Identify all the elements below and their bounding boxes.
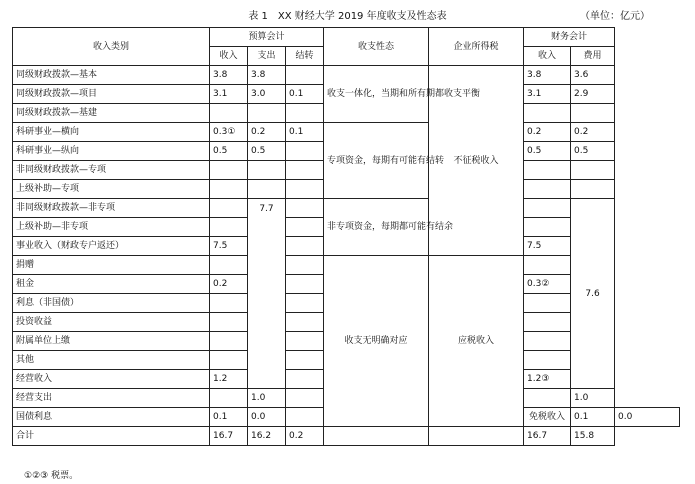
nature-cell-group2: 专项资金，每期有可能有结转: [324, 123, 429, 199]
budget-carry-cell: [286, 66, 324, 85]
header-finance-income: 收入: [524, 47, 571, 66]
budget-carry-cell: 0.1: [286, 85, 324, 104]
category-cell: 投资收益: [13, 313, 210, 332]
budget-carry-cell: [286, 104, 324, 123]
header-finance-expense: 费用: [571, 47, 615, 66]
budget-expense-cell: 0.5: [248, 142, 286, 161]
finance-expense-cell: [571, 180, 615, 199]
category-cell: 事业收入（财政专户返还）: [13, 237, 210, 256]
category-cell: 其他: [13, 351, 210, 370]
category-cell: 经营收入: [13, 370, 210, 389]
footnote: ①②③ 税票。: [24, 471, 79, 481]
budget-income-cell: 1.2: [210, 370, 248, 389]
header-budget-expense: 支出: [248, 47, 286, 66]
category-cell: 同级财政拨款—项目: [13, 85, 210, 104]
header-tax: 企业所得税: [429, 28, 524, 66]
finance-expense-merged-cell: 7.6: [571, 199, 615, 389]
finance-income-cell: [524, 294, 571, 313]
table-row: [13, 199, 680, 218]
finance-income-cell: [524, 161, 571, 180]
category-cell: 捐赠: [13, 256, 210, 275]
budget-income-cell: [210, 389, 248, 408]
finance-income-cell: [524, 313, 571, 332]
budget-expense-cell: 1.0: [248, 389, 286, 408]
table-title: 表 1 XX 财经大学 2019 年度收支及性态表: [248, 11, 447, 22]
category-cell: 经营支出: [13, 389, 210, 408]
nature-cell-group4: 收支无明确对应: [324, 256, 429, 427]
table-row: [13, 123, 680, 142]
header-budget: 预算会计: [210, 28, 324, 47]
finance-expense-cell: [571, 161, 615, 180]
nature-total-cell: [324, 427, 429, 446]
category-cell: 国债利息: [13, 408, 210, 427]
budget-expense-cell: [248, 104, 286, 123]
budget-carry-cell: [286, 218, 324, 237]
header-category: 收入类别: [13, 28, 210, 66]
budget-carry-cell: [286, 408, 324, 427]
budget-carry-cell: [286, 313, 324, 332]
budget-carry-cell: 0.1: [286, 123, 324, 142]
category-cell: 非同级财政拨款—专项: [13, 161, 210, 180]
finance-income-cell: 3.8: [524, 66, 571, 85]
budget-expense-cell: 0.0: [248, 408, 286, 427]
budget-carry-cell: [286, 332, 324, 351]
category-cell: 非同级财政拨款—非专项: [13, 199, 210, 218]
finance-income-cell: [524, 104, 571, 123]
category-cell: 科研事业—横向: [13, 123, 210, 142]
budget-income-cell: 0.1: [210, 408, 248, 427]
finance-expense-cell: 1.0: [571, 389, 615, 408]
nature-cell-group3: 非专项资金，每期都可能有结余: [324, 199, 429, 256]
category-cell: 利息（非国债）: [13, 294, 210, 313]
finance-expense-cell: 3.6: [571, 66, 615, 85]
tax-cell-non-taxable: 不征税收入: [429, 66, 524, 256]
budget-carry-total: 0.2: [286, 427, 324, 446]
budget-carry-cell: [286, 370, 324, 389]
finance-income-cell: [524, 180, 571, 199]
finance-income-cell: [524, 351, 571, 370]
budget-income-cell: [210, 218, 248, 237]
budget-carry-cell: [286, 199, 324, 218]
category-cell: 合计: [13, 427, 210, 446]
budget-income-cell: [210, 199, 248, 218]
budget-carry-cell: [286, 142, 324, 161]
budget-carry-cell: [286, 180, 324, 199]
nature-cell-group1: 收支一体化，当期和所有期都收支平衡: [324, 66, 429, 123]
budget-carry-cell: [286, 237, 324, 256]
budget-income-cell: [210, 332, 248, 351]
finance-expense-cell: 2.9: [571, 85, 615, 104]
budget-income-cell: 0.3①: [210, 123, 248, 142]
category-cell: 租金: [13, 275, 210, 294]
budget-carry-cell: [286, 275, 324, 294]
finance-expense-total: 15.8: [571, 427, 615, 446]
table-row: [13, 66, 680, 85]
finance-income-cell: [524, 389, 571, 408]
budget-income-cell: [210, 313, 248, 332]
tax-cell-exempt: 免税收入: [524, 408, 571, 427]
tax-cell-taxable: 应税收入: [429, 256, 524, 427]
budget-expense-cell: [248, 180, 286, 199]
budget-income-cell: [210, 294, 248, 313]
budget-income-cell: 3.8: [210, 66, 248, 85]
finance-income-cell: 0.5: [524, 142, 571, 161]
budget-expense-cell: [248, 161, 286, 180]
finance-income-total: 16.7: [524, 427, 571, 446]
budget-expense-cell: 0.2: [248, 123, 286, 142]
header-finance: 财务会计: [524, 28, 615, 47]
budget-expense-cell: 3.8: [248, 66, 286, 85]
finance-expense-cell: 0.5: [571, 142, 615, 161]
finance-income-cell: [524, 199, 571, 218]
category-cell: 同级财政拨款—基本: [13, 66, 210, 85]
finance-income-cell: [524, 332, 571, 351]
finance-income-cell: 0.1: [571, 408, 615, 427]
budget-income-cell: [210, 104, 248, 123]
budget-income-cell: 3.1: [210, 85, 248, 104]
category-cell: 上级补助—非专项: [13, 218, 210, 237]
finance-income-cell: [524, 256, 571, 275]
budget-carry-cell: [286, 161, 324, 180]
budget-income-cell: [210, 256, 248, 275]
budget-carry-cell: [286, 256, 324, 275]
finance-income-cell: [524, 218, 571, 237]
budget-income-cell: [210, 180, 248, 199]
total-row: [13, 427, 680, 446]
tax-total-cell: [429, 427, 524, 446]
finance-expense-cell: 0.2: [571, 123, 615, 142]
category-cell: 科研事业—纵向: [13, 142, 210, 161]
header-budget-carryover: 结转: [286, 47, 324, 66]
budget-income-cell: 0.5: [210, 142, 248, 161]
budget-income-cell: 0.2: [210, 275, 248, 294]
unit-label: （单位：亿元）: [580, 11, 650, 22]
finance-expense-cell: 0.0: [615, 408, 680, 427]
finance-income-cell: 0.2: [524, 123, 571, 142]
revenue-expense-table: [12, 27, 680, 446]
finance-income-cell: 0.3②: [524, 275, 571, 294]
finance-income-cell: 3.1: [524, 85, 571, 104]
budget-carry-cell: [286, 294, 324, 313]
budget-carry-cell: [286, 389, 324, 408]
budget-income-total: 16.7: [210, 427, 248, 446]
category-cell: 同级财政拨款—基建: [13, 104, 210, 123]
budget-expense-cell: 3.0: [248, 85, 286, 104]
category-cell: 上级补助—专项: [13, 180, 210, 199]
budget-income-cell: [210, 161, 248, 180]
budget-income-cell: [210, 351, 248, 370]
budget-carry-cell: [286, 351, 324, 370]
header-nature: 收支性态: [324, 28, 429, 66]
header-row-1: [13, 28, 680, 47]
budget-income-cell: 7.5: [210, 237, 248, 256]
finance-expense-cell: [571, 104, 615, 123]
finance-income-cell: 7.5: [524, 237, 571, 256]
budget-expense-merged-cell: 7.7: [248, 199, 286, 389]
finance-income-cell: 1.2③: [524, 370, 571, 389]
header-budget-income: 收入: [210, 47, 248, 66]
budget-expense-total: 16.2: [248, 427, 286, 446]
category-cell: 附属单位上缴: [13, 332, 210, 351]
